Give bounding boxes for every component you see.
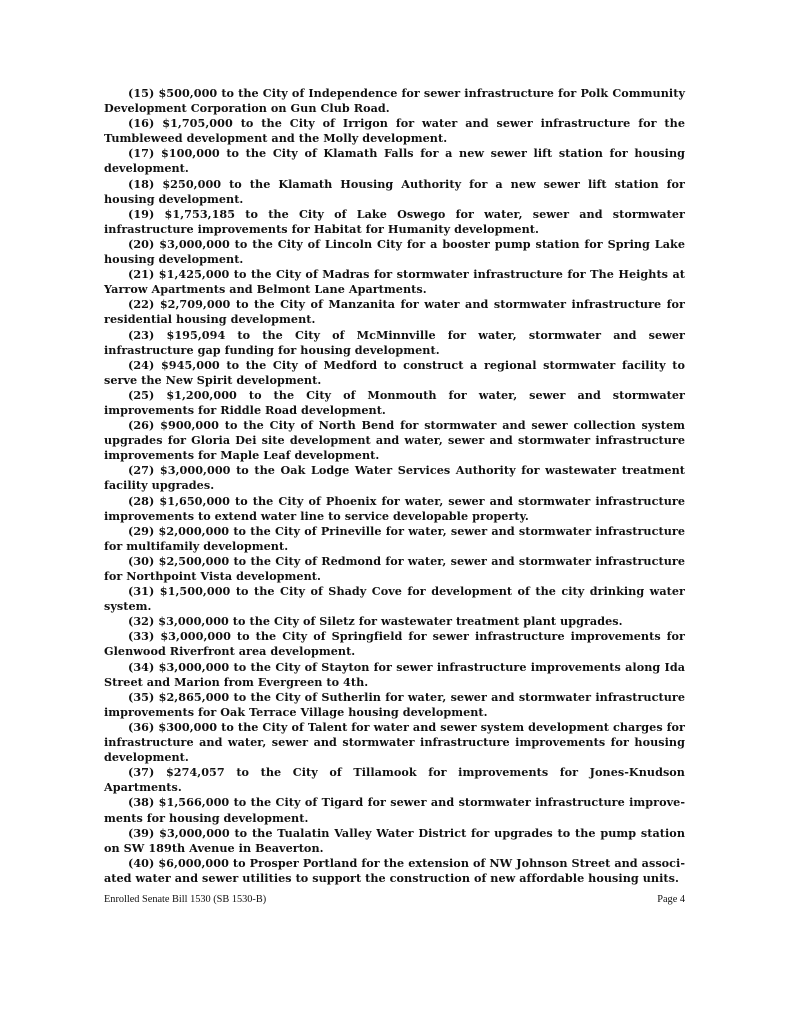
section-item-37: (37) $274,057 to the City of Tillamook for improvements for Jones-Knudson Apartments.: [104, 765, 685, 795]
section-item-38: (38) $1,566,000 to the City of Tigard for sewer and stormwater infrastructure improvements for housing development.: [104, 795, 685, 825]
footer-page-number: Page 4: [657, 894, 685, 905]
document-body: [104, 86, 685, 886]
section-item-30: (30) $2,500,000 to the City of Redmond for water, sewer and stormwater infrastructure for Northpoint Vista development.: [104, 553, 685, 583]
section-item-18: (18) $250,000 to the Klamath Housing Authority for a new sewer lift station for housing development.: [104, 176, 685, 206]
page-footer: [104, 894, 685, 905]
section-item-24: (24) $945,000 to the City of Medford to construct a regional stormwater facility to serve the New Spirit development.: [104, 357, 685, 387]
section-item-26: (26) $900,000 to the City of North Bend for stormwater and sewer collection system upgrades for Gloria Dei site development and water, sewer and stormwater infrastructure improvements for Maple Leaf development.: [104, 418, 685, 463]
section-item-22: (22) $2,709,000 to the City of Manzanita for water and stormwater infrastructure for residential housing development.: [104, 297, 685, 327]
section-item-25: (25) $1,200,000 to the City of Monmouth for water, sewer and stormwater improvements for Riddle Road development.: [104, 387, 685, 417]
section-item-36: (36) $300,000 to the City of Talent for water and sewer system development charges for infrastructure and water, sewer and stormwater infrastructure improvements for housing development.: [104, 719, 685, 765]
section-item-32: (32) $3,000,000 to the City of Siletz for wastewater treatment plant upgrades.: [128, 614, 623, 629]
section-item-31: (31) $1,500,000 to the City of Shady Cove for development of the city drinking water system.: [104, 584, 685, 614]
section-item-27: (27) $3,000,000 to the Oak Lodge Water Services Authority for wastewater treatment facility upgrades.: [104, 463, 685, 493]
section-item-29: (29) $2,000,000 to the City of Prineville for water, sewer and stormwater infrastructure for multifamily development.: [104, 523, 685, 553]
section-item-15: (15) $500,000 to the City of Independence for sewer infrastructure for Polk Community Development Corporation on Gun Club Road.: [104, 86, 685, 116]
section-item-23: (23) $195,094 to the City of McMinnville for water, stormwater and sewer infrastructure gap funding for housing development.: [104, 327, 685, 357]
section-item-40: (40) $6,000,000 to Prosper Portland for the extension of NW Johnson Street and associated water and sewer utilities to support the construction of new affordable housing units.: [104, 855, 685, 885]
section-item-16: (16) $1,705,000 to the City of Irrigon for water and sewer infrastructure for the Tumbleweed development and the Molly development.: [104, 116, 685, 146]
section-item-34: (34) $3,000,000 to the City of Stayton for sewer infrastructure improvements along Ida Street and Marion from Evergreen to 4th.: [104, 659, 685, 689]
section-item-39: (39) $3,000,000 to the Tualatin Valley Water District for upgrades to the pump station on SW 189th Avenue in Beaverton.: [104, 825, 685, 855]
section-item-17: (17) $100,000 to the City of Klamath Falls for a new sewer lift station for housing development.: [104, 146, 685, 176]
section-item-20: (20) $3,000,000 to the City of Lincoln City for a booster pump station for Spring Lake housing development.: [104, 236, 685, 267]
section-item-33: (33) $3,000,000 to the City of Springfield for sewer infrastructure improvements for Glenwood Riverfront area development.: [104, 629, 685, 659]
footer-bill-title: Enrolled Senate Bill 1530 (SB 1530-B): [104, 894, 267, 905]
section-item-28: (28) $1,650,000 to the City of Phoenix for water, sewer and stormwater infrastructure improvements to extend water line to service developable property.: [104, 493, 685, 523]
section-item-21: (21) $1,425,000 to the City of Madras for stormwater infrastructure for The Heights at Yarrow Apartments and Belmont Lane Apartments.: [104, 267, 685, 297]
section-item-19: (19) $1,753,185 to the City of Lake Oswego for water, sewer and stormwater infrastructure improvements for Habitat for Humanity development.: [104, 206, 685, 236]
section-item-35: (35) $2,865,000 to the City of Sutherlin for water, sewer and stormwater infrastructure improvements for Oak Terrace Village housing development.: [104, 689, 685, 719]
